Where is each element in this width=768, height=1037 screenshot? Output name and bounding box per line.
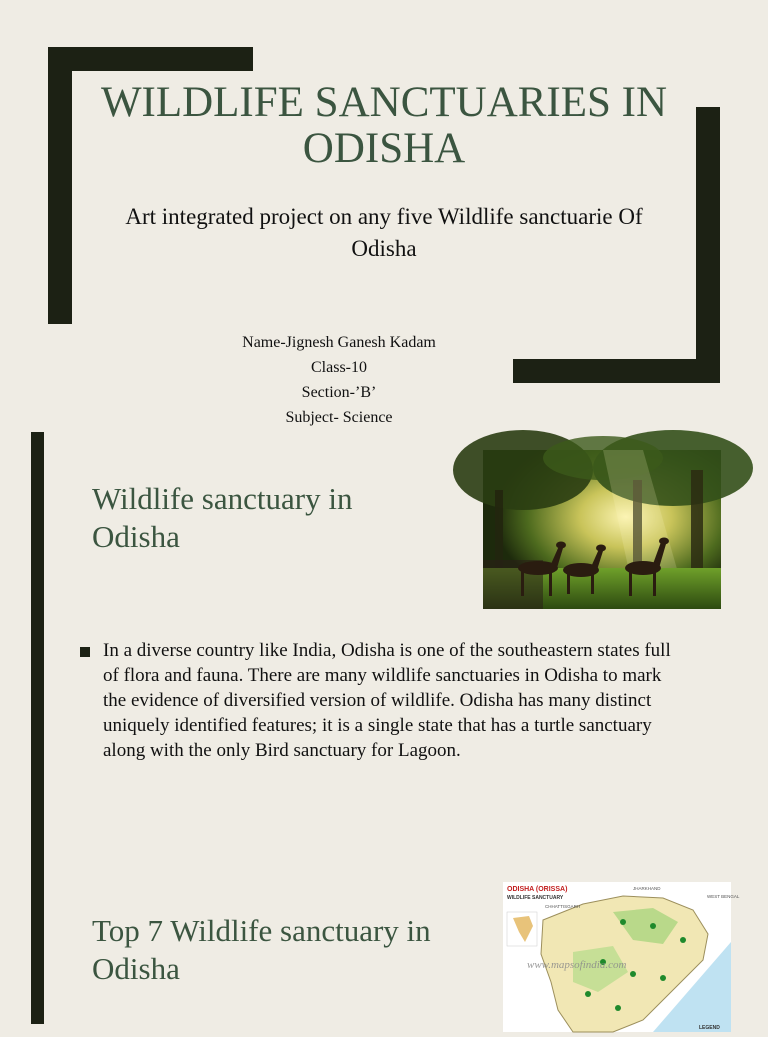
map-label-jharkhand: JHARKHAND bbox=[633, 886, 661, 891]
student-name: Name-Jignesh Ganesh Kadam bbox=[242, 334, 436, 351]
student-subject: Subject- Science bbox=[285, 409, 393, 426]
slide-subtitle: Art integrated project on any five Wildlife sanctuarie Of Odisha bbox=[125, 204, 643, 261]
map-watermark: www.mapsofindia.com bbox=[527, 959, 627, 971]
odisha-sanctuary-map bbox=[503, 882, 740, 1032]
frame-bracket-bottom-right-vertical bbox=[696, 107, 720, 383]
deer-forest-photo bbox=[483, 450, 721, 609]
map-label-chhattisgarh: CHHATTISGARH bbox=[545, 904, 581, 909]
map-legend-label: LEGEND bbox=[699, 1025, 720, 1031]
map-title: ODISHA (ORISSA) bbox=[507, 886, 568, 893]
frame-bracket-top-left bbox=[48, 47, 253, 71]
map-subtitle: WILDLIFE SANCTUARY bbox=[507, 895, 564, 901]
frame-bracket-top-left-vertical bbox=[48, 47, 72, 324]
student-info bbox=[180, 330, 498, 430]
bullet-text: In a diverse country like India, Odisha is one of the southeastern states full of flora and fauna. There are many wildlife sanctuaries in Odisha to mark the evidence of diversified version of wildlife. Odisha has many distinct uniquely identified features; it is a single state that has a turtle sanctuary along with the only Bird sanctuary for Lagoon. bbox=[103, 640, 671, 761]
intro-slide bbox=[0, 432, 768, 866]
student-class: Class-10 bbox=[311, 359, 367, 376]
map-graphic bbox=[503, 882, 740, 1032]
top-sanctuaries-slide bbox=[0, 866, 768, 1031]
slide-heading: Top 7 Wildlife sanctuary in Odisha bbox=[92, 913, 431, 986]
slide-title: WILDLIFE SANCTUARIES IN ODISHA bbox=[100, 79, 668, 172]
square-bullet-icon bbox=[80, 647, 90, 657]
student-section: Section-’B’ bbox=[301, 384, 377, 401]
slide-heading: Wildlife sanctuary in Odisha bbox=[92, 481, 353, 554]
map-label-west-bengal: WEST BENGAL bbox=[707, 894, 740, 899]
slide-side-bar bbox=[31, 866, 44, 1024]
slide-side-bar bbox=[31, 432, 44, 866]
title-slide bbox=[0, 0, 768, 432]
list-item bbox=[80, 638, 680, 763]
frame-bracket-bottom-right bbox=[513, 359, 720, 383]
